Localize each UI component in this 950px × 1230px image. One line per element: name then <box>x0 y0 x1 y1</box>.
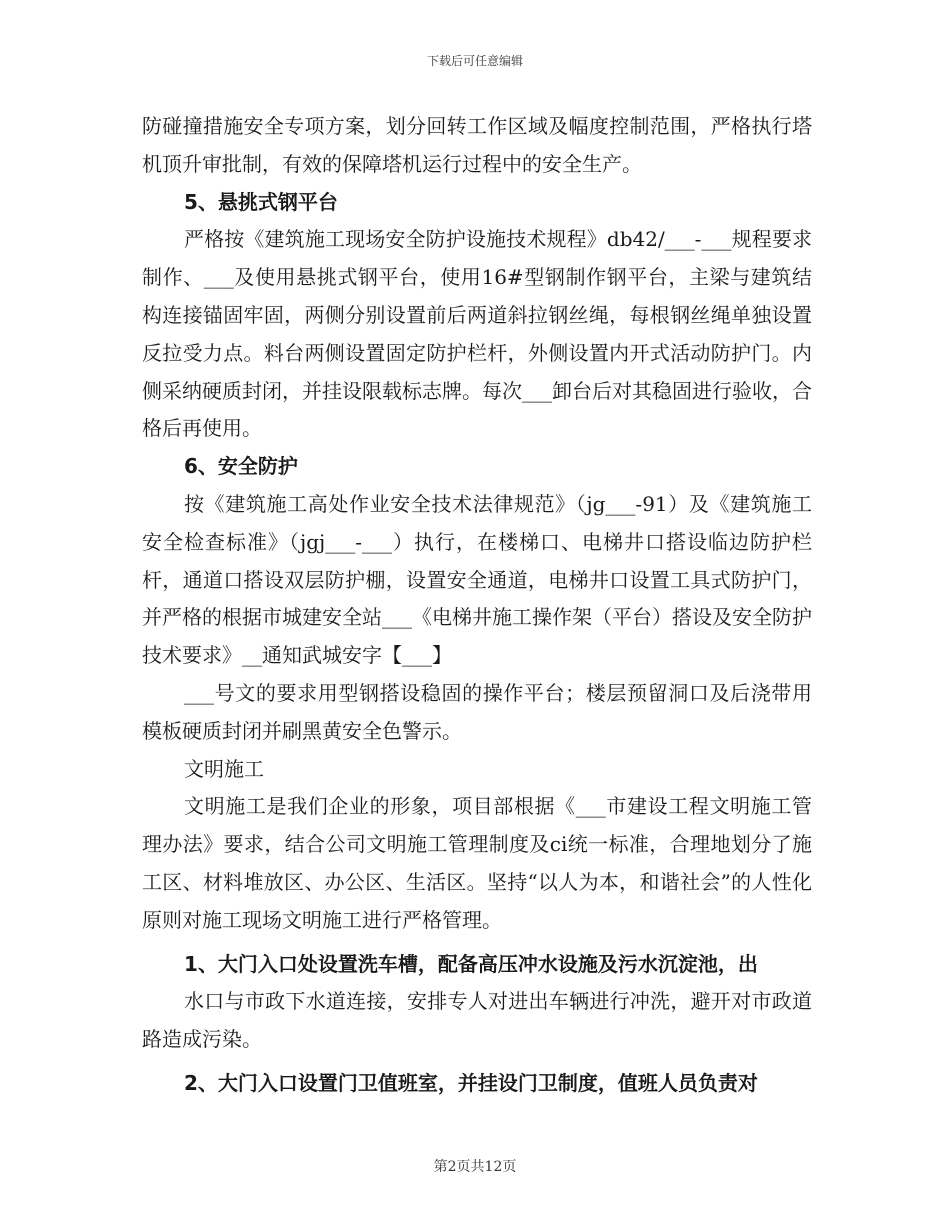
heading-cantilever-platform: 5、悬挑式钢平台 <box>184 189 338 214</box>
section-title-civilized-construction: 文明施工 <box>184 756 264 781</box>
paragraph-car-wash: 水口与市政下水道连接，安排专人对进出车辆进行冲洗，避开对市政道路造成污染。 <box>142 989 812 1052</box>
paragraph-cantilever-platform: 严格按《建筑施工现场安全防护设施技术规程》db42/___-___规程要求制作、___及使用悬挑式钢平台，使用16#型钢制作钢平台，主梁与建筑结构连接锚固牢固，两侧分别设置前后两道斜拉钢丝绳，每根钢丝绳单独设置反拉受力点。料台两侧设置固定防护栏杆，外侧设置内开式活动防护门。内侧采纳硬质封闭，并挂设限载标志牌。每次___卸台后对其稳固进行验收，合格后再使用。 <box>142 227 812 441</box>
page-footer: 第2页共12页 <box>433 1159 517 1175</box>
paragraph-operation-platform: ___号文的要求用型钢搭设稳固的操作平台；楼层预留洞口及后浇带用模板硬质封闭并刷黑黄安全色警示。 <box>142 680 812 743</box>
heading-car-wash: 1、大门入口处设置洗车槽，配备高压冲水设施及污水沉淀池，出 <box>184 951 758 976</box>
heading-safety-protection: 6、安全防护 <box>184 454 298 479</box>
heading-guard-room: 2、大门入口设置门卫值班室，并挂设门卫制度，值班人员负责对 <box>184 1070 758 1095</box>
paragraph-civilized-construction: 文明施工是我们企业的形象，项目部根据《___市建设工程文明施工管理办法》要求，结合公司文明施工管理制度及ci统一标准，合理地划分了施工区、材料堆放区、办公区、生活区。坚持“以人为本，和谐社会”的人性化原则对施工现场文明施工进行严格管理。 <box>142 794 812 932</box>
page-header: 下载后可任意编辑 <box>426 54 523 68</box>
paragraph-safety-protection: 按《建筑施工高处作业安全技术法律规范》（jg___-91）及《建筑施工安全检查标准》（jgj___-___）执行，在楼梯口、电梯井口搭设临边防护栏杆，通道口搭设双层防护棚，设置安全通道，电梯井口设置工具式防护门，并严格的根据市城建安全站___《电梯井施工操作架（平台）搭设及安全防护技术要求》__通知武城安字【___】 <box>142 491 812 668</box>
document-body <box>142 108 812 1103</box>
paragraph-crane-safety: 防碰撞措施安全专项方案，划分回转工作区域及幅度控制范围，严格执行塔机顶升审批制，有效的保障塔机运行过程中的安全生产。 <box>142 114 812 176</box>
